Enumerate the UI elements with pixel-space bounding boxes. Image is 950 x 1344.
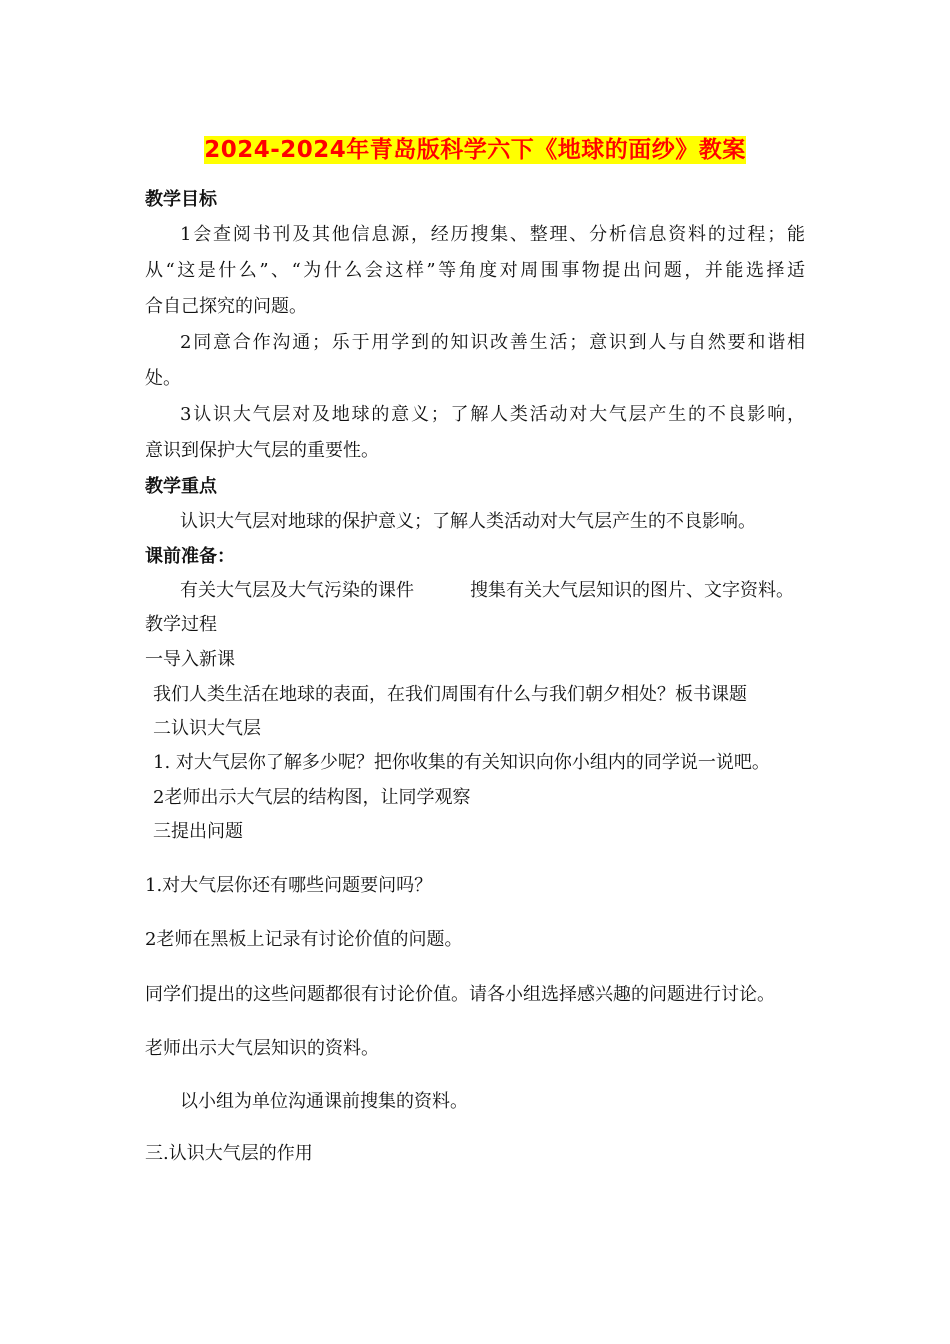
key-heading: 教学重点 [145,476,217,497]
document-title-wrap [0,131,950,164]
step3-text2: 老师出示大气层知识的资料。 [145,1038,379,1059]
step1-heading: 一导入新课 [145,649,235,670]
prep-heading: 课前准备： [145,546,235,567]
prep-text-b: 搜集有关大气层知识的图片、文字资料。 [470,580,794,601]
step3-text1: 同学们提出的这些问题都很有讨论价值。请各小组选择感兴趣的问题进行讨论。 [145,984,775,1005]
goal3-line1: 3认识大气层对及地球的意义；了解人类活动对大气层产生的不良影响， [180,404,805,425]
prep-text-a: 有关大气层及大气污染的课件 [180,580,414,601]
goals-heading: 教学目标 [145,189,217,210]
step2-heading: 二认识大气层 [153,718,261,739]
step3-text3: 以小组为单位沟通课前搜集的资料。 [180,1091,468,1112]
key-text: 认识大气层对地球的保护意义；了解人类活动对大气层产生的不良影响。 [180,511,756,532]
step3-item1: 1.对大气层你还有哪些问题要问吗？ [145,875,433,896]
goal1-line3: 合自己探究的问题。 [145,296,307,317]
goal2-line1: 2同意合作沟通；乐于用学到的知识改善生活；意识到人与自然要和谐相 [180,332,805,353]
step2-item1: 1. 对大气层你了解多少呢？把你收集的有关知识向你小组内的同学说一说吧。 [153,752,770,773]
process-heading: 教学过程 [145,614,217,635]
step1-text: 我们人类生活在地球的表面，在我们周围有什么与我们朝夕相处？板书课题 [153,684,747,705]
step3-item2: 2老师在黑板上记录有讨论价值的问题。 [145,929,463,950]
step3-heading: 三提出问题 [153,821,243,842]
goal1-line1: 1会查阅书刊及其他信息源，经历搜集、整理、分析信息资料的过程；能 [180,224,805,245]
goal2-line2: 处。 [145,368,181,389]
goal1-line2: 从“这是什么”、“为什么会这样”等角度对周围事物提出问题，并能选择适 [145,260,805,281]
step2-item2: 2老师出示大气层的结构图，让同学观察 [153,787,471,808]
goal3-line2: 意识到保护大气层的重要性。 [145,440,379,461]
step4-heading: 三.认识大气层的作用 [145,1143,313,1164]
document-title: 2024-2024年青岛版科学六下《地球的面纱》教案 [204,137,746,163]
